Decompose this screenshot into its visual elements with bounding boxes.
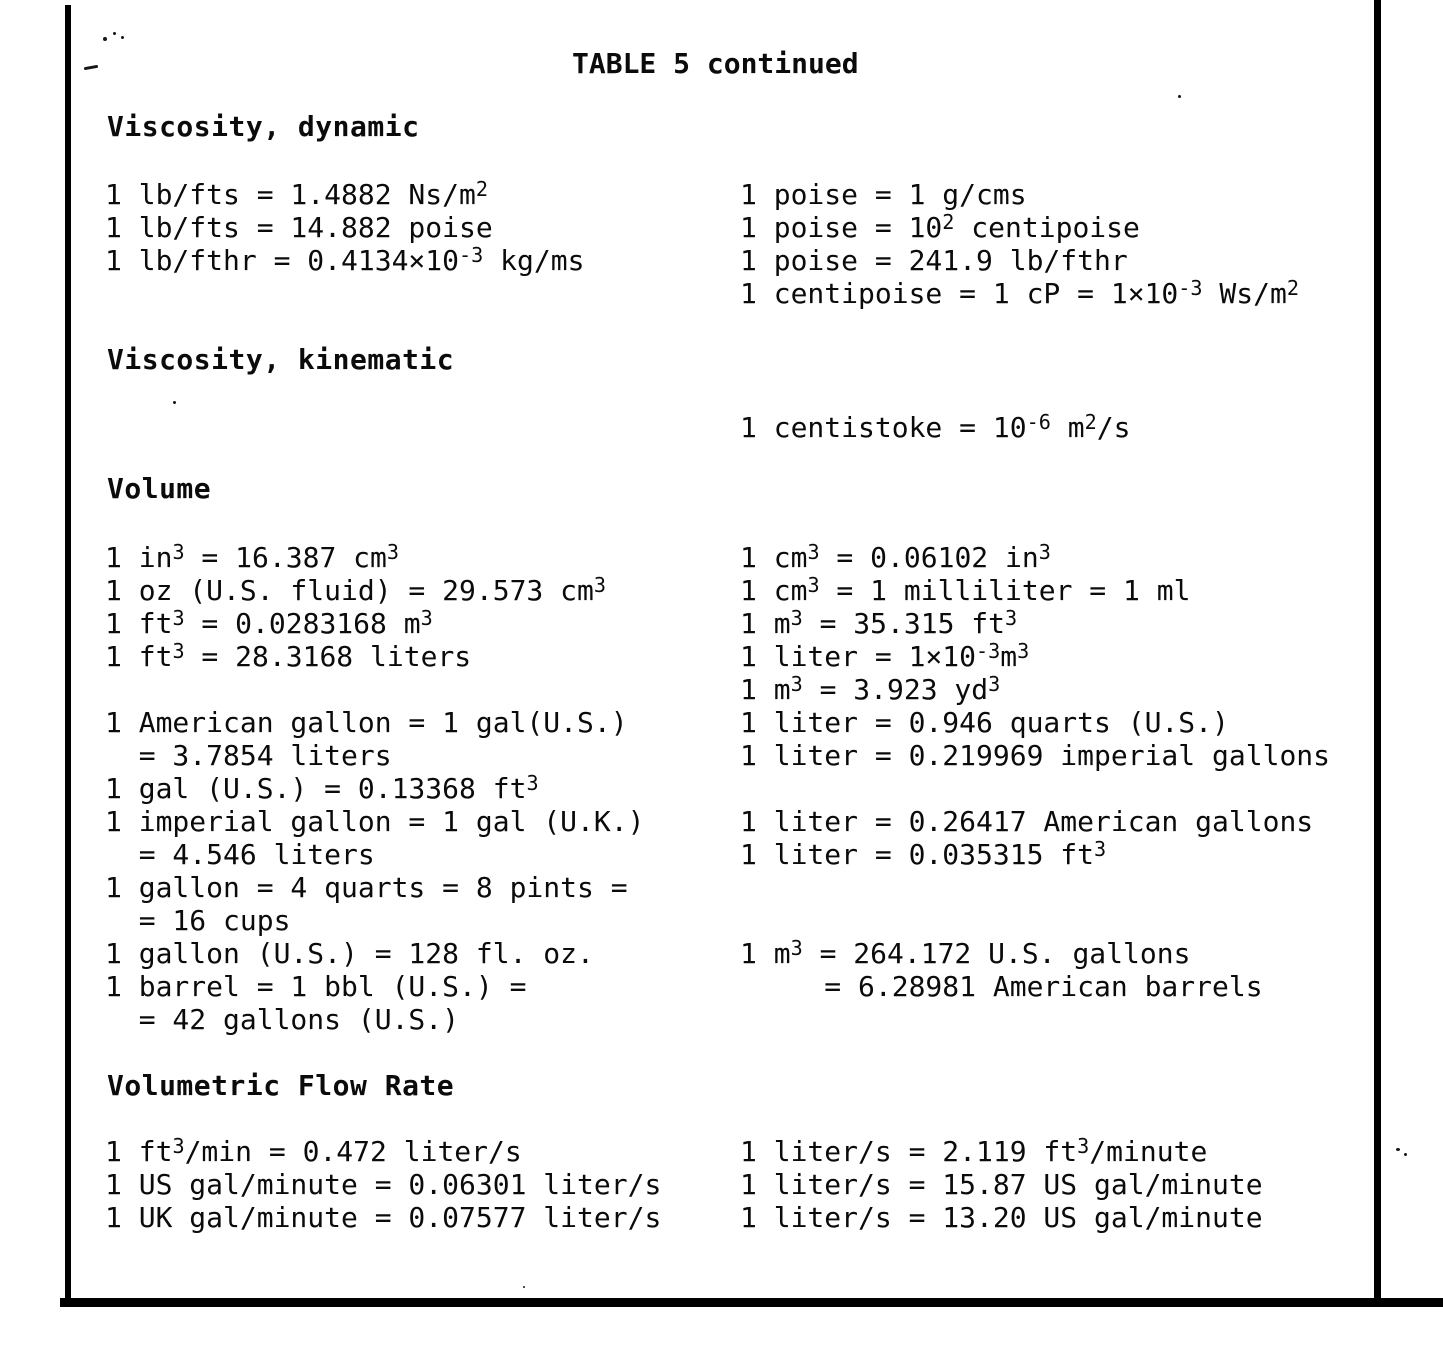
section-heading-volume: Volume	[107, 472, 212, 505]
conversion-line: 1 liter/s = 13.20 US gal/minute	[740, 1201, 1263, 1234]
conversion-line: 1 barrel = 1 bbl (U.S.) =	[105, 970, 527, 1003]
conversion-line: = 3.7854 liters	[105, 739, 392, 772]
conversion-line: 1 $cm^3 = 0.06102$ $in^3$	[740, 539, 1051, 574]
page-border-right	[1374, 0, 1381, 1300]
section-heading-volumetric-flow-rate: Volumetric Flow Rate	[107, 1069, 455, 1102]
conversion-line: 1 $in^3 = 16.387$ $cm^3$	[105, 539, 400, 574]
right-column	[740, 411, 1130, 444]
document-title: TABLE 5 continued	[572, 47, 859, 80]
conversion-line: 1 $cm^3 = 1$ milliliter = 1 ml	[740, 572, 1191, 607]
conversion-line: 1 lb/fts = 1.4882 $Ns/m^2$	[105, 176, 489, 211]
conversion-line: = 16 cups	[105, 904, 291, 937]
conversion-line: 1 lb/fthr = $0.4134\times 10^{-3}$ kg/ms	[105, 242, 585, 277]
conversion-line: 1 $m^3 = 35.315$ $ft^3$	[740, 605, 1018, 640]
conversion-line: 1 liter/s = 2.119 $ft^3$/minute	[740, 1133, 1208, 1168]
scan-speck	[84, 65, 98, 70]
conversion-line: 1 liter = $1\times 10^{-3}m^3$	[740, 638, 1030, 673]
scan-speck	[121, 36, 124, 39]
blank-line	[740, 904, 1330, 937]
conversion-line: 1 $m^3 = 264.172$ U.S. gallons	[740, 935, 1191, 970]
conversion-line: = 4.546 liters	[105, 838, 375, 871]
right-column	[740, 178, 1299, 310]
conversion-line: 1 US gal/minute = 0.06301 liter/s	[105, 1168, 662, 1201]
conversion-line: 1 gallon = 4 quarts = 8 pints =	[105, 871, 628, 904]
scan-speck	[1178, 95, 1181, 98]
conversion-line: 1 poise = 241.9 lb/fthr	[740, 244, 1128, 277]
scan-speck	[103, 37, 107, 41]
left-column	[105, 1135, 661, 1234]
conversion-line: 1 gallon (U.S.) = 128 fl. oz.	[105, 937, 594, 970]
conversion-line: 1 liter = 0.035315 $ft^3$	[740, 836, 1107, 871]
page-border-bottom	[60, 1298, 1443, 1307]
conversion-line: 1 American gallon = 1 gal(U.S.)	[105, 706, 628, 739]
conversion-line: 1 $m^3 = 3.923$ $yd^3$	[740, 671, 1001, 706]
left-column	[105, 178, 584, 277]
conversion-line: 1 $ft^3 = 0.0283168$ $m^3$	[105, 605, 433, 640]
conversion-line: 1 $ft^3/\min = 0.472$ liter/s	[105, 1133, 522, 1168]
scan-speck	[1396, 1148, 1400, 1151]
conversion-line: 1 lb/fts = 14.882 poise	[105, 211, 493, 244]
conversion-line: 1 UK gal/minute = 0.07577 liter/s	[105, 1201, 662, 1234]
scan-speck	[173, 401, 176, 404]
scan-speck	[113, 32, 116, 35]
conversion-line: 1 liter/s = 15.87 US gal/minute	[740, 1168, 1263, 1201]
conversion-line: 1 centipoise = 1 cP = $1\times 10^{-3}$ $Ws/m^2$	[740, 275, 1300, 310]
conversion-line: 1 poise = $10^2$ centipoise	[740, 209, 1140, 244]
blank-line	[740, 871, 1330, 904]
scan-speck	[523, 1286, 525, 1288]
conversion-line: 1 gal (U.S.) = 0.13368 $ft^3$	[105, 770, 539, 805]
right-column	[740, 1135, 1263, 1234]
conversion-line: 1 imperial gallon = 1 gal (U.K.)	[105, 805, 645, 838]
conversion-line: = 6.28981 American barrels	[740, 970, 1263, 1003]
left-column	[105, 541, 644, 1036]
section-heading-viscosity-kinematic: Viscosity, kinematic	[107, 343, 455, 376]
page-border-left	[65, 5, 71, 1300]
conversion-line: 1 centistoke = $10^{-6}$ $m^2/s$	[740, 409, 1131, 444]
conversion-line: 1 oz (U.S. fluid) = 29.573 $cm^3$	[105, 572, 607, 607]
conversion-line: 1 poise = 1 g/cms	[740, 178, 1027, 211]
conversion-line: 1 $ft^3 = 28.3168$ liters	[105, 638, 472, 673]
conversion-line: 1 liter = 0.26417 American gallons	[740, 805, 1314, 838]
section-heading-viscosity-dynamic: Viscosity, dynamic	[107, 110, 420, 143]
right-column	[740, 541, 1330, 1003]
conversion-line: 1 liter = 0.946 quarts (U.S.)	[740, 706, 1229, 739]
blank-line	[740, 772, 1330, 805]
conversion-line: 1 liter = 0.219969 imperial gallons	[740, 739, 1331, 772]
blank-line	[105, 673, 644, 706]
scan-speck	[1404, 1153, 1407, 1156]
conversion-line: = 42 gallons (U.S.)	[105, 1003, 460, 1036]
